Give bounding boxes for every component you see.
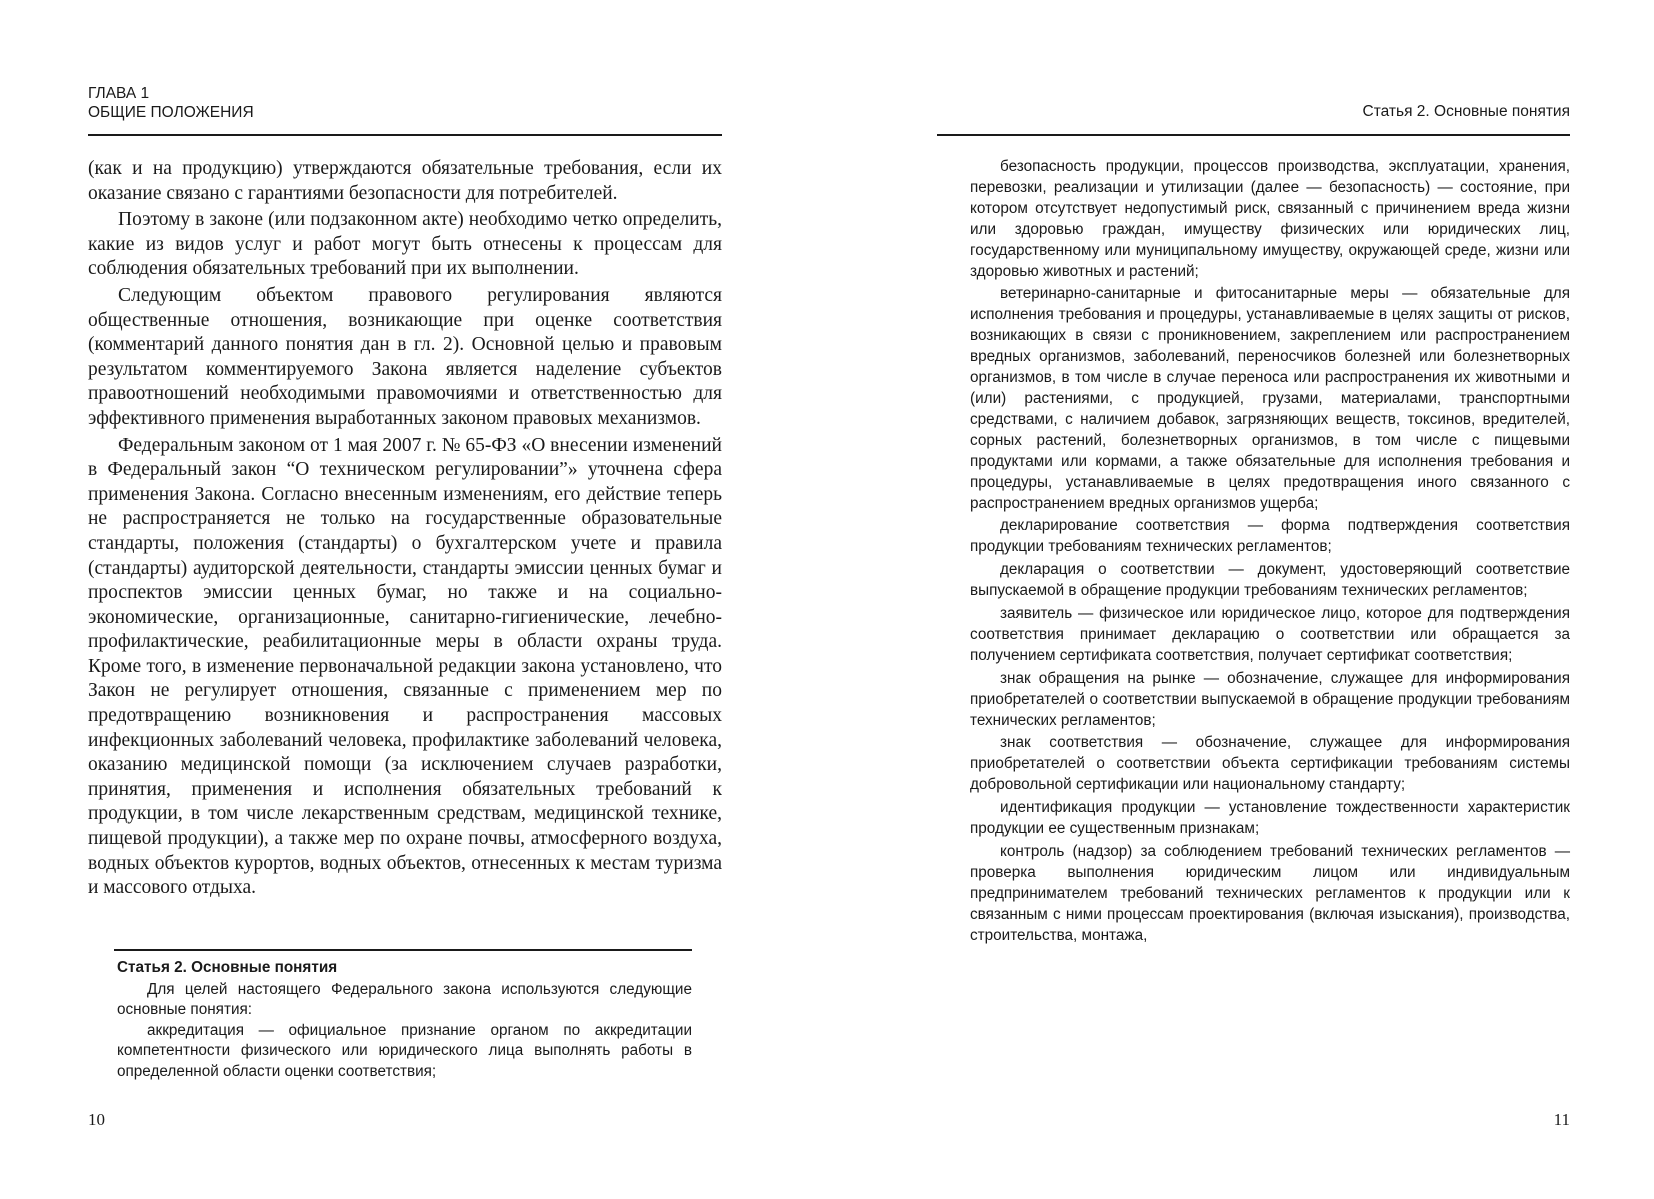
- article-block: [117, 958, 692, 1082]
- running-title: Статья 2. Основные понятия: [1362, 103, 1570, 120]
- chapter-label: ГЛАВА 1: [88, 85, 150, 102]
- chapter-header: [88, 84, 254, 122]
- definitions-text: [970, 157, 1570, 949]
- page-number: 10: [88, 1110, 105, 1129]
- article-divider: [114, 949, 692, 951]
- paragraph: Следующим объектом правового регулирования являются общественные отношения, возникающие при оценке соответствия (комментарий данного понятия дан в гл. 2). Основной целью и правовым результатом комментируемого Закона является наделение субъектов правоотношений необходимыми правомочиями и ответственностью для эффективного применения выработанных законом правовых механизмов.: [88, 284, 722, 429]
- article-title: Статья 2. Основные понятия: [117, 959, 338, 976]
- paragraph: Федеральным законом от 1 мая 2007 г. № 65-ФЗ «О внесении изменений в Федеральный закон “О техническом регулировании”» уточнена сфера применения Закона. Согласно внесенным изменениям, его действие теперь не распространяется не только на государственные образовательные стандарты, положения (стандарты) о бухгалтерском учете и правила (стандарты) аудиторской деятельности, стандарты эмиссии ценных бумаг и проспектов эмиссии ценных бумаг, но также и на социально-экономические, организационные, санитарно-гигиенические, лечебно-профилактические, реабилитационные меры в области охраны труда. Кроме того, в изменение первоначальной редакции закона установлено, что Закон не регулирует отношения, связанные с применением мер по предотвращению возникновения и распространения массовых инфекционных заболеваний человека, профилактике заболеваний человека, оказанию медицинской помощи (за исключением случаев разработки, принятия, применения и исполнения обязательных требований к продукции, в том числе лекарственным средствам, медицинской технике, пищевой продукции), а также мер по охране почвы, атмосферного воздуха, водных объектов курортов, водных объектов, отнесенных к местам туризма и массового отдыха.: [88, 434, 722, 899]
- article-paragraph: аккредитация — официальное признание органом по аккредитации компетентности физического или юридического лица выполнять работы в определенной области оценки соответствия;: [117, 1021, 692, 1080]
- definition-paragraph: декларирование соответствия — форма подтверждения соответствия продукции требованиям технических регламентов;: [970, 517, 1570, 556]
- header-divider: [937, 134, 1570, 136]
- page-number: 11: [1553, 1110, 1570, 1129]
- paragraph: Поэтому в законе (или подзаконном акте) необходимо четко определить, какие из видов услуг и работ могут быть отнесены к процессам для соблюдения обязательных требований при их выполнении.: [88, 209, 722, 280]
- definition-paragraph: идентификация продукции — установление тождественности характеристик продукции ее существенным признакам;: [970, 799, 1570, 838]
- definition-paragraph: знак обращения на рынке — обозначение, служащее для информирования приобретателей о соответствии выпускаемой в обращение продукции требованиям технических регламентов;: [970, 669, 1570, 729]
- definition-paragraph: заявитель — физическое или юридическое лицо, которое для подтверждения соответствия принимает декларацию о соответствии или обращается за получением сертификата соответствия, получает сертификат соответствия;: [970, 605, 1570, 664]
- definition-paragraph: знак соответствия — обозначение, служащее для информирования приобретателей о соответствии объекта сертификации требованиям системы добровольной сертификации или национальному стандарту;: [970, 734, 1570, 794]
- header-divider: [88, 134, 722, 136]
- body-text: [88, 157, 722, 903]
- definition-paragraph: декларация о соответствии — документ, удостоверяющий соответствие выпускаемой в обращение продукции требованиям технических регламентов;: [970, 561, 1570, 600]
- definition-paragraph: безопасность продукции, процессов производства, эксплуатации, хранения, перевозки, реализации и утилизации (далее — безопасность) — состояние, при котором отсутствует недопустимый риск, связанный с причинением вреда жизни или здоровью граждан, имуществу физических или юридических лиц, государственному или муниципальному имуществу, окружающей среде, жизни или здоровью животных и растений;: [970, 158, 1570, 280]
- right-page: [827, 0, 1654, 1199]
- paragraph: (как и на продукцию) утверждаются обязательные требования, если их оказание связано с гарантиями безопасности для потребителей.: [88, 158, 722, 204]
- definition-paragraph: ветеринарно-санитарные и фитосанитарные меры — обязательные для исполнения требования и процедуры, устанавливаемые в целях защиты от рисков, возникающих в связи с проникновением, закреплением или распространением вредных организмов, заболеваний, переносчиков болезней или болезнетворных организмов, в том числе в случае переноса или распространения их животными и (или) растениями, с продукцией, грузами, материалами, транспортными средствами, с наличием добавок, загрязняющих веществ, токсинов, вредителей, сорных растений, болезнетворных организмов, в том числе с пищевыми продуктами или кормами, а также обязательные для исполнения требования и процедуры, устанавливаемые в целях предотвращения иного связанного с распространением вредных организмов ущерба;: [970, 285, 1570, 512]
- article-paragraph: Для целей настоящего Федерального закона используются следующие основные понятия:: [117, 980, 692, 1018]
- chapter-title: ОБЩИЕ ПОЛОЖЕНИЯ: [88, 104, 254, 121]
- definition-paragraph: контроль (надзор) за соблюдением требований технических регламентов — проверка выполнения юридическим лицом или индивидуальным предпринимателем требований технических регламентов к продукции или к связанным с ними процессам проектирования (включая изыскания), производства, строительства, монтажа,: [970, 843, 1570, 944]
